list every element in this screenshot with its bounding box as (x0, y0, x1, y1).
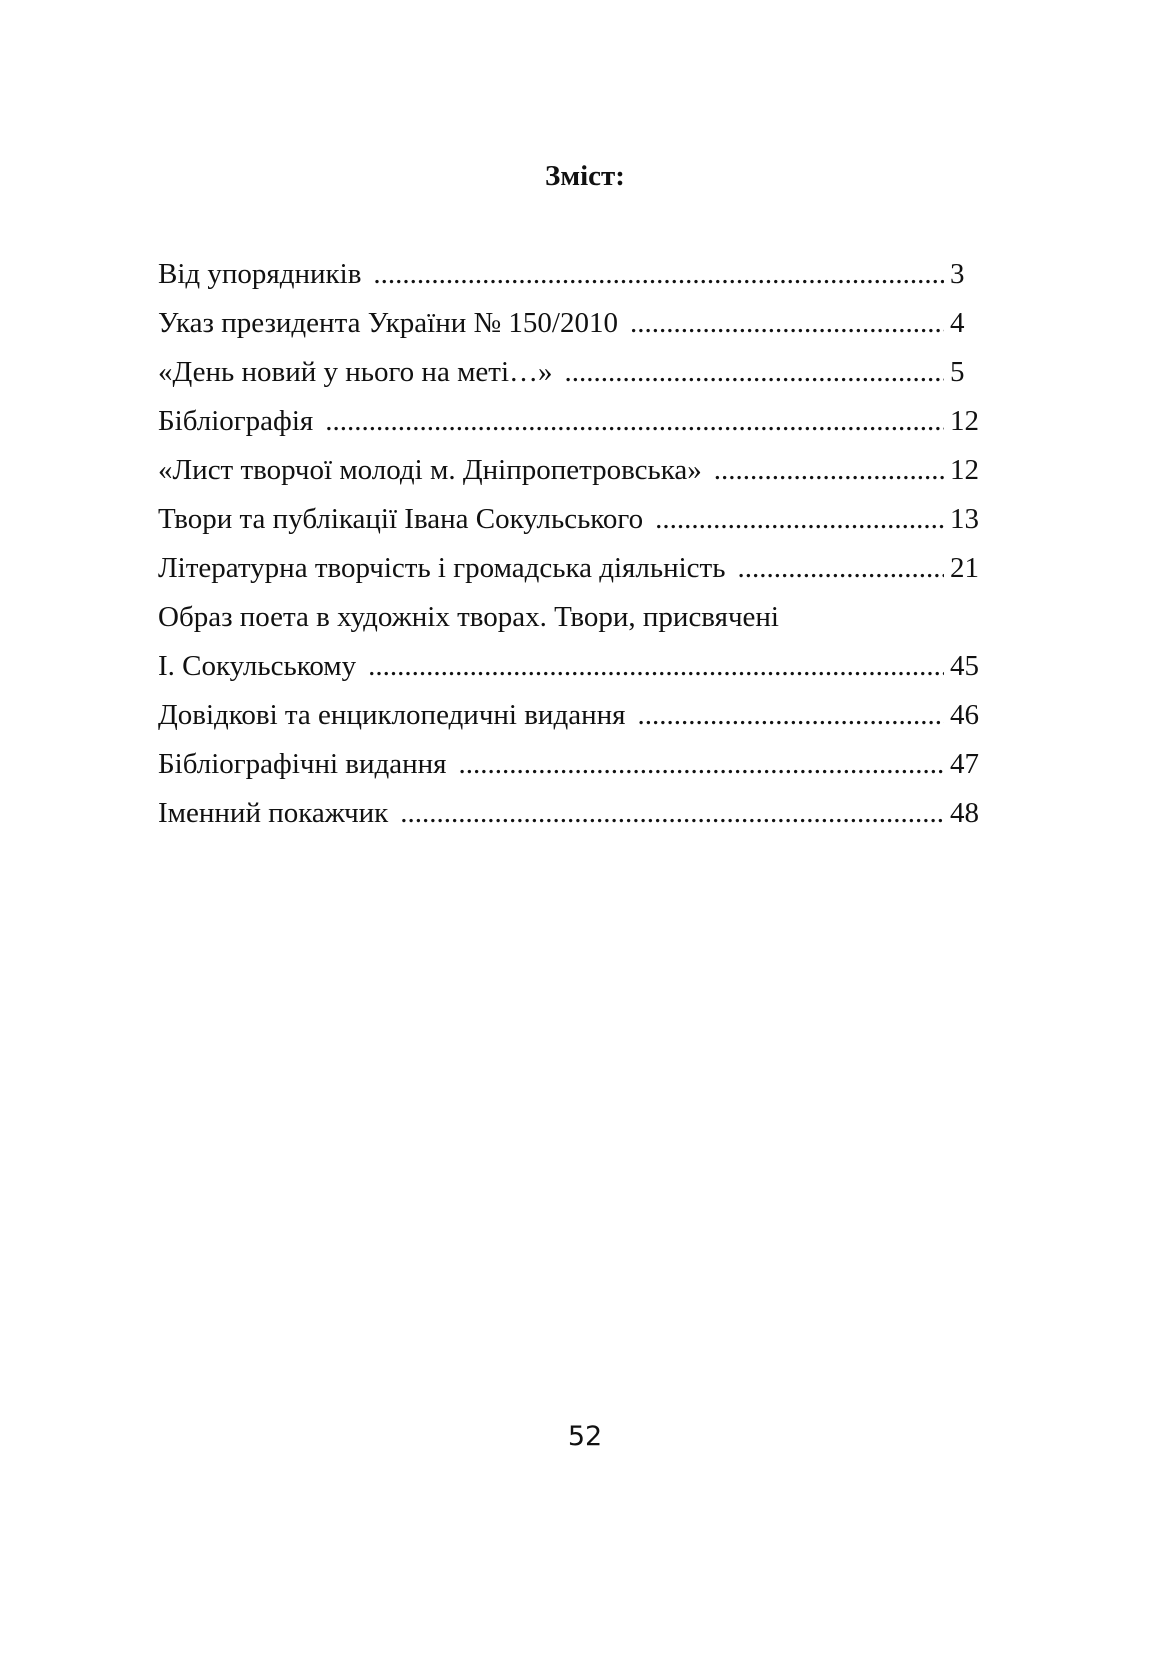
toc-entry-lyst-tvorchoi-molodi[interactable] (158, 452, 980, 501)
toc-entry-ukaz-prezydenta[interactable] (158, 305, 980, 354)
toc-entry-label: «День новий у нього на меті…» (158, 356, 553, 388)
toc-entry-bibliohrafichni-vydannia[interactable] (158, 746, 980, 795)
toc-entry-page: 46 (950, 699, 979, 731)
toc-entry-label: «Лист творчої молоді м. Дніпропетровська» (158, 454, 702, 486)
dot-leader (737, 550, 944, 586)
dot-leader (400, 795, 944, 831)
toc-entry-page: 48 (950, 797, 979, 829)
toc-entry-den-novyi[interactable] (158, 354, 980, 403)
toc-entry-bibliohrafiia[interactable] (158, 403, 980, 452)
dot-leader (325, 403, 944, 439)
toc-entry-page: 5 (950, 356, 965, 388)
toc-entry-label: Бібліографічні видання (158, 748, 447, 780)
toc-entry-page: 45 (950, 650, 979, 682)
toc-entry-imennyi-pokazhchyk[interactable] (158, 795, 980, 844)
dot-leader (565, 354, 944, 390)
toc-entry-page: 12 (950, 405, 979, 437)
toc-entry-label: Образ поета в художніх творах. Твори, присвячені (158, 601, 779, 633)
toc-entry-label: І. Сокульському (158, 650, 357, 682)
dot-leader (655, 501, 944, 537)
toc-entry-page: 13 (950, 503, 979, 535)
toc-entry-label: Бібліографія (158, 405, 314, 437)
dot-leader (630, 305, 944, 341)
toc-entry-page: 4 (950, 307, 965, 339)
toc-entry-page: 21 (950, 552, 979, 584)
toc-entry-obraz-poeta-line2[interactable] (158, 648, 980, 697)
table-of-contents (158, 256, 980, 844)
toc-entry-label: Твори та публікації Івана Сокульського (158, 503, 644, 535)
toc-entry-page: 47 (950, 748, 979, 780)
toc-entry-tvory-ta-publikatsii[interactable] (158, 501, 980, 550)
dot-leader (714, 452, 944, 488)
toc-entry-literaturna-tvorchist[interactable] (158, 550, 980, 599)
toc-entry-label: Довідкові та енциклопедичні видання (158, 699, 626, 731)
toc-entry-label: Від упорядників (158, 258, 362, 290)
toc-entry-page: 12 (950, 454, 979, 486)
toc-entry-page: 3 (950, 258, 965, 290)
toc-entry-dovidkovi-vydannia[interactable] (158, 697, 980, 746)
toc-entry-label: Указ президента України № 150/2010 (158, 307, 618, 339)
dot-leader (368, 648, 944, 684)
dot-leader (637, 697, 944, 733)
toc-entry-label: Іменний покажчик (158, 797, 389, 829)
dot-leader (373, 256, 944, 292)
toc-entry-obraz-poeta-line1[interactable] (158, 599, 980, 648)
dot-leader (459, 746, 944, 782)
page-title: Зміст: (545, 160, 625, 192)
toc-entry-label: Літературна творчість і громадська діяльність (158, 552, 726, 584)
page-number: 52 (567, 1421, 603, 1452)
toc-entry-vid-uporiadnykiv[interactable] (158, 256, 980, 305)
